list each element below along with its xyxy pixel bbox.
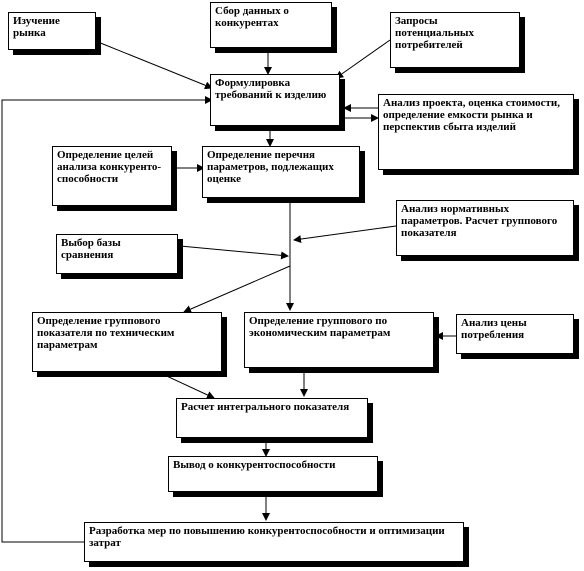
box-technical-group (32, 312, 222, 372)
box-project-analysis-label: Анализ проекта, оценка стоимости, определение емкости рынка и перспектив сбыта изделий (383, 97, 560, 133)
box-requirements-label: Формулировка требований к изделию (215, 77, 327, 101)
box-consumer-requests (390, 12, 520, 68)
box-goals-label: Определение целей анализа конкуренто-способности (57, 149, 162, 185)
box-goals (52, 146, 172, 206)
box-consumer-requests-label: Запросы потенциальных потребителей (395, 15, 475, 51)
box-conclusion (168, 456, 378, 492)
arrow-normative-to-trunk (294, 226, 396, 240)
box-technical-group-label: Определение группового показателя по техническим параметрам (37, 315, 175, 351)
box-economic-group-label: Определение группового по экономическим параметрам (249, 315, 391, 339)
arrow-consumers-to-requirements (336, 40, 390, 78)
box-integral-label: Расчет интегрального показателя (181, 401, 350, 413)
box-competitor-data-label: Сбор данных о конкурентах (215, 5, 289, 29)
arrow-market-to-requirements (98, 42, 212, 88)
box-normative-analysis-label: Анализ нормативных параметров. Расчет группового показателя (401, 203, 558, 239)
box-normative-analysis (396, 200, 574, 256)
box-requirements (210, 74, 340, 126)
box-measures (84, 522, 464, 562)
arrow-trunk-to-technical (184, 266, 290, 312)
box-economic-group (244, 312, 434, 368)
arrow-base-to-trunk (180, 246, 288, 256)
box-market-study (8, 12, 96, 50)
arrow-technical-to-integral (158, 372, 214, 398)
box-conclusion-label: Вывод о конкурентоспособности (173, 459, 336, 471)
box-price-analysis (456, 314, 574, 354)
box-competitor-data (210, 2, 332, 48)
box-base-choice-label: Выбор базы сравнения (61, 237, 121, 261)
box-price-analysis-label: Анализ цены потребления (461, 317, 527, 341)
box-integral (176, 398, 368, 438)
box-measures-label: Разработка мер по повышению конкурентоспособности и оптимизации затрат (89, 525, 445, 549)
box-market-study-label: Изучение рынка (13, 15, 60, 39)
box-project-analysis (378, 94, 574, 170)
box-parameters-list-label: Определение перечня параметров, подлежащих оценке (207, 149, 334, 185)
box-base-choice (56, 234, 178, 274)
box-parameters-list (202, 146, 360, 198)
